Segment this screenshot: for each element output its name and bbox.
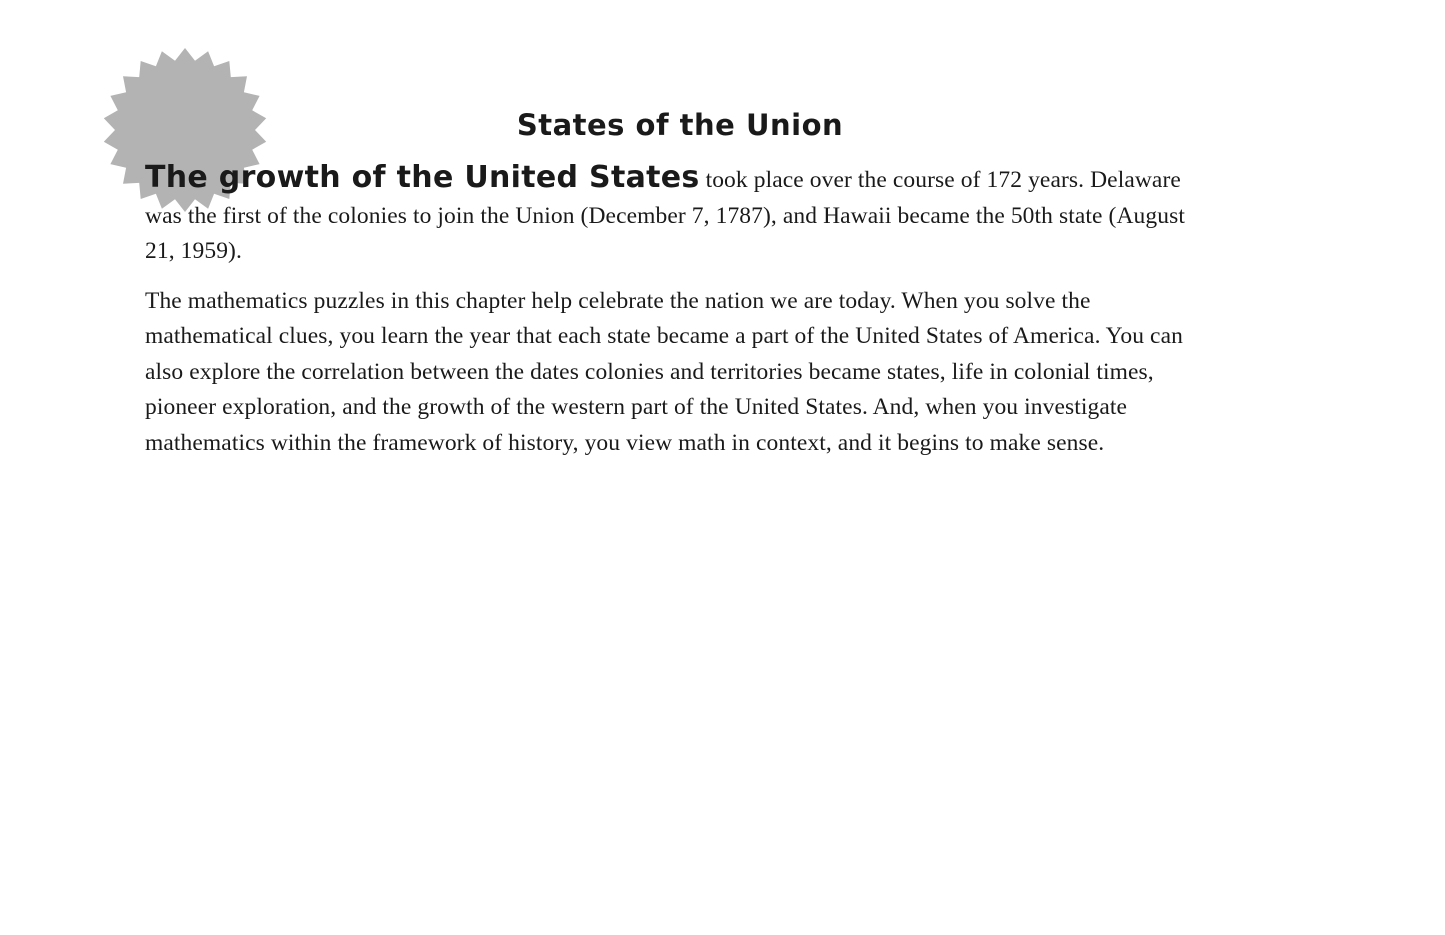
body-paragraph: The mathematics puzzles in this chapter help celebrate the nation we are today. When you solve the mathematical clues, you learn the year that each state became a part of the United States of America. You can also explore the correlation between the dates colonies and territories became states, life in colonial times, pioneer exploration, and the growth of the western part of the United States. And, when you investigate mathematics within the framework of history, you view math in context, and it begins to make sense. xyxy=(145,287,1183,456)
chapter-content xyxy=(145,160,1215,475)
intro-paragraph xyxy=(145,160,1215,270)
intro-text: took place over the course of 172 years. Delaware was the first of the colonies to join the Union (December 7, 1787), and Hawaii became the 50th state (August 21, 1959). xyxy=(145,167,1185,264)
chapter-title: States of the Union xyxy=(516,108,844,142)
lead-in-phrase: The growth of the United States xyxy=(145,160,700,195)
